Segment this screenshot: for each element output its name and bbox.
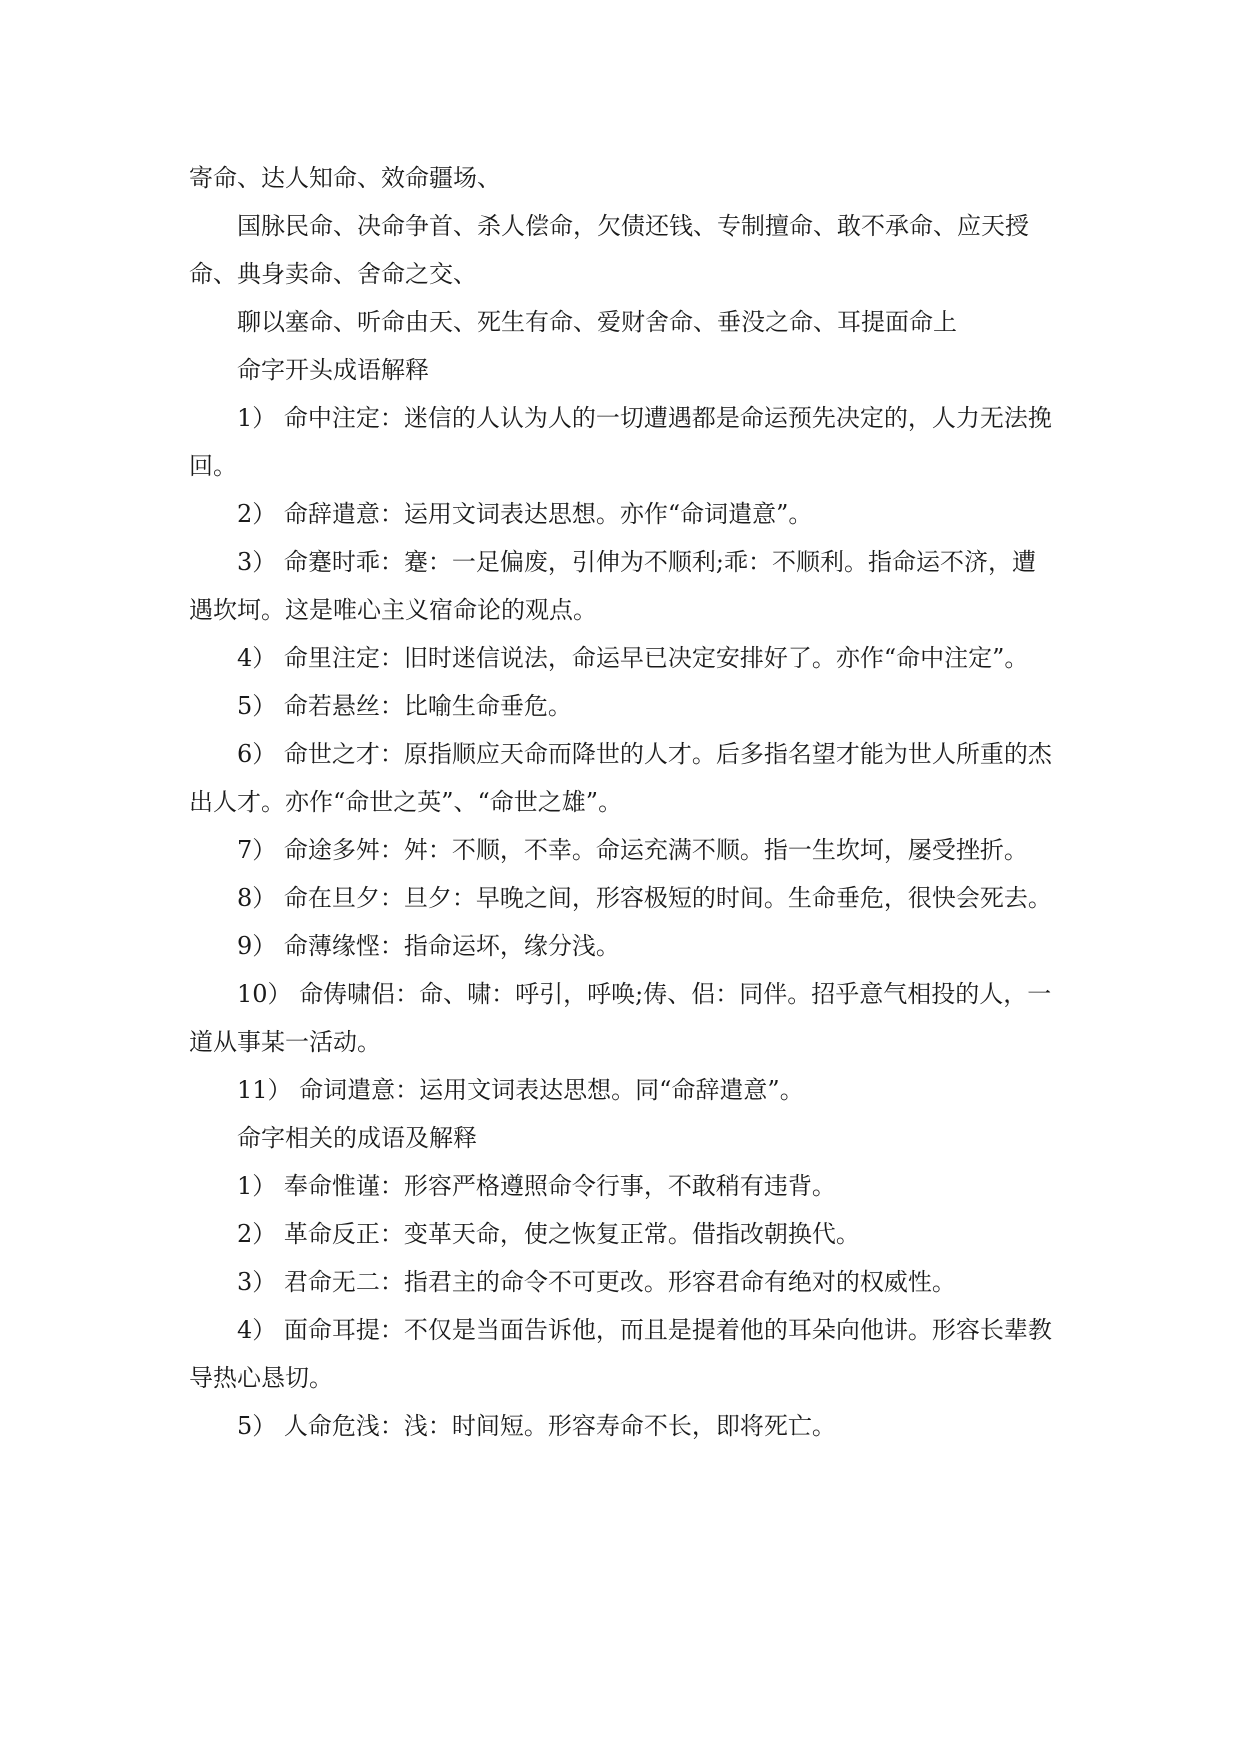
- list-item: 1） 奉命惟谨：形容严格遵照命令行事，不敢稍有违背。: [237, 1172, 836, 1200]
- list-item: 3） 君命无二：指君主的命令不可更改。形容君命有绝对的权威性。: [237, 1268, 956, 1296]
- list-item: 6） 命世之才：原指顺应天命而降世的人才。后多指名望才能为世人所重的杰出人才。亦作“命世之英”、“命世之雄”。: [189, 740, 1052, 816]
- list-item: 4） 命里注定：旧时迷信说法，命运早已决定安排好了。亦作“命中注定”。: [237, 644, 1029, 672]
- document-body: [189, 154, 1059, 1450]
- section-heading: 命字开头成语解释: [237, 356, 429, 384]
- paragraph: 聊以塞命、听命由天、死生有命、爱财舍命、垂没之命、耳提面命上: [237, 308, 957, 336]
- list-item: 5） 人命危浅：浅：时间短。形容寿命不长，即将死亡。: [237, 1412, 836, 1440]
- list-item: 4） 面命耳提：不仅是当面告诉他，而且是提着他的耳朵向他讲。形容长辈教导热心恳切。: [189, 1316, 1052, 1392]
- list-item: 11） 命词遣意：运用文词表达思想。同“命辞遣意”。: [237, 1076, 804, 1104]
- list-item: 7） 命途多舛：舛：不顺，不幸。命运充满不顺。指一生坎坷，屡受挫折。: [237, 836, 1028, 864]
- list-item: 1） 命中注定：迷信的人认为人的一切遭遇都是命运预先决定的，人力无法挽回。: [189, 404, 1052, 480]
- paragraph: 国脉民命、决命争首、杀人偿命，欠债还钱、专制擅命、敢不承命、应天授命、典身卖命、舍命之交、: [189, 212, 1029, 288]
- list-item: 8） 命在旦夕：旦夕：早晚之间，形容极短的时间。生命垂危，很快会死去。: [237, 884, 1052, 912]
- list-item: 9） 命薄缘悭：指命运坏，缘分浅。: [237, 932, 620, 960]
- list-item: 2） 命辞遣意：运用文词表达思想。亦作“命词遣意”。: [237, 500, 813, 528]
- paragraph: 寄命、达人知命、效命疆场、: [189, 164, 501, 192]
- list-item: 10） 命俦啸侣：命、啸：呼引，呼唤;俦、侣：同伴。招乎意气相投的人，一道从事某一活动。: [189, 980, 1052, 1056]
- list-item: 5） 命若悬丝：比喻生命垂危。: [237, 692, 572, 720]
- list-item: 3） 命蹇时乖：蹇：一足偏废，引伸为不顺利;乖：不顺利。指命运不济，遭遇坎坷。这是唯心主义宿命论的观点。: [189, 548, 1036, 624]
- section-heading: 命字相关的成语及解释: [237, 1124, 477, 1152]
- list-item: 2） 革命反正：变革天命，使之恢复正常。借指改朝换代。: [237, 1220, 860, 1248]
